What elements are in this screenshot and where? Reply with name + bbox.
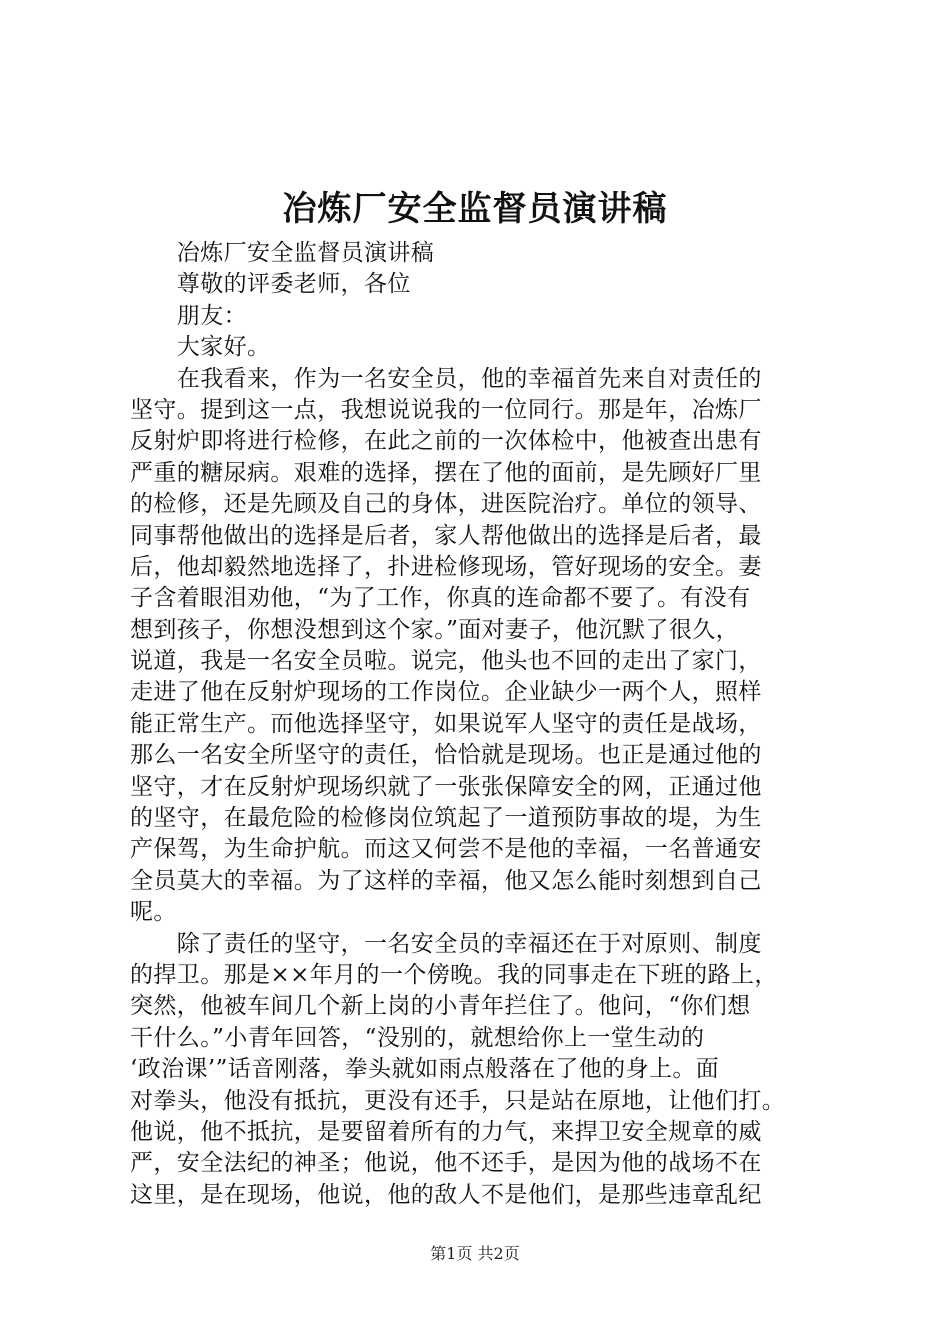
text-line: 的捍卫。那是××年月的一个傍晚。我的同事走在下班的路上， [130,961,778,988]
text-line: 的检修，还是先顾及自己的身体，进医院治疗。单位的领导、 [130,491,762,518]
text-line: 坚守。提到这一点，我想说说我的一位同行。那是年，冶炼厂 [130,396,762,423]
text-line: 尊敬的评委老师，各位 [130,271,411,298]
text-line: 能正常生产。而他选择坚守，如果说军人坚守的责任是战场， [130,710,762,737]
text-line: 走进了他在反射炉现场的工作岗位。企业缺少一两个人，照样 [130,679,762,706]
text-line: 全员莫大的幸福。为了这样的幸福，他又怎么能时刻想到自己 [130,867,762,894]
text-line: 他说，他不抵抗，是要留着所有的力气，来捍卫安全规章的威 [130,1118,762,1145]
text-line: 说道，我是一名安全员啦。说完，他头也不回的走出了家门， [130,648,762,675]
text-line: 同事帮他做出的选择是后者，家人帮他做出的选择是后者，最 [130,522,762,549]
text-line: 坚守，才在反射炉现场织就了一张张保障安全的网，正通过他 [130,773,762,800]
text-line: 大家好。 [130,334,271,361]
text-line: 突然，他被车间几个新上岗的小青年拦住了。他问，“你们想 [130,993,751,1020]
text-line: 朋友： [130,302,247,329]
text-line: 想到孩子，你想没想到这个家。”面对妻子，他沉默了很久， [130,616,740,643]
document-title: 冶炼厂安全监督员演讲稿 [282,189,668,229]
text-line: 反射炉即将进行检修，在此之前的一次体检中，他被查出患有 [130,428,762,455]
text-line: 冶炼厂安全监督员演讲稿 [130,240,435,266]
page-footer: 第1页 共2页 [430,1244,520,1263]
text-line: 干什么。”小青年回答，“没别的，就想给你上一堂生动的 [130,1024,705,1051]
text-line: 那么一名安全所坚守的责任，恰恰就是现场。也正是通过他的 [130,742,762,769]
text-line: 后，他却毅然地选择了，扑进检修现场，管好现场的安全。妻 [130,553,762,580]
text-line: 的坚守，在最危险的检修岗位筑起了一道预防事故的堤，为生 [130,805,762,832]
text-line: 严重的糖尿病。艰难的选择，摆在了他的面前，是先顾好厂里 [130,459,762,486]
text-line: 子含着眼泪劝他，“为了工作，你真的连命都不要了。有没有 [130,585,751,612]
text-line: 呢。 [130,899,177,926]
text-line: 产保驾，为生命护航。而这又何尝不是他的幸福，一名普通安 [130,836,762,863]
text-line: 对拳头，他没有抵抗，更没有还手，只是站在原地，让他们打。 [130,1087,786,1114]
text-line: 在我看来，作为一名安全员，他的幸福首先来自对责任的 [130,365,762,392]
text-line: 这里，是在现场，他说，他的敌人不是他们，是那些违章乱纪 [130,1181,762,1208]
document-body [130,238,855,1211]
text-line: 除了责任的坚守，一名安全员的幸福还在于对原则、制度 [130,930,762,957]
text-line: 严，安全法纪的神圣；他说，他不还手，是因为他的战场不在 [130,1150,762,1177]
text-line: ‘政治课’”话音刚落，拳头就如雨点般落在了他的身上。面 [130,1056,720,1083]
